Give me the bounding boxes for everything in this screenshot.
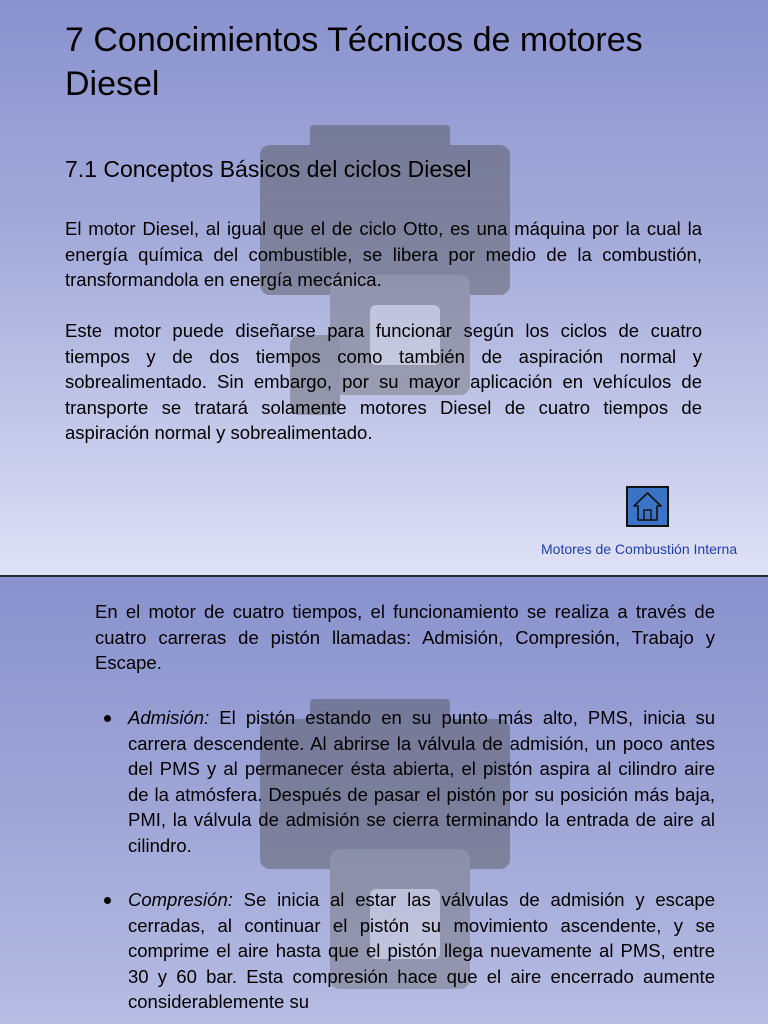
list-item-text: Se inicia al estar las válvulas de admisión y escape cerradas, al continuar el pistón su movimiento ascendente, y se comprime el aire hasta que el pistón llega nuevamente al PMS, entre 30 y 60 bar. Esta compresión hace que el aire encerrado aumente considerablemente su [128, 889, 715, 1012]
list-item-term: Admisión: [128, 707, 210, 728]
home-button[interactable] [626, 486, 669, 527]
stroke-list [95, 705, 715, 1024]
paragraph-2: Este motor puede diseñarse para funcionar según los ciclos de cuatro tiempos y de dos tiempos como también de aspiración normal y sobrealimentado. Sin embargo, por su mayor aplicación en vehículos de transporte se tratará solamente motores Diesel de cuatro tiempos de aspiración normal y sobrealimentado. [65, 320, 702, 443]
list-item-text: El pistón estando en su punto más alto, PMS, inicia su carrera descendente. Al abrirse la válvula de admisión, un poco antes del PMS y al permanecer ésta abierta, el pistón aspira al cilindro aire de la atmósfera. Después de pasar el pistón por su posición más baja, PMI, la válvula de admisión se cierra terminando la entrada de aire al cilindro. [128, 707, 715, 856]
slide-2 [0, 577, 768, 1024]
list-item-term: Compresión: [128, 889, 233, 910]
paragraph-1: El motor Diesel, al igual que el de ciclo Otto, es una máquina por la cual la energía química del combustible, se libera por medio de la combustión, transformandola en energía mecánica. [65, 218, 702, 290]
footer-text: Motores de Combustión Interna [541, 541, 738, 557]
list-item [95, 705, 715, 858]
home-icon [632, 491, 663, 522]
bullet-icon [104, 715, 111, 722]
slide-title: 7 Conocimientos Técnicos de motores Diesel [65, 21, 643, 103]
intro-paragraph: En el motor de cuatro tiempos, el funcionamiento se realiza a través de cuatro carreras de pistón llamadas: Admisión, Compresión, Trabajo y Escape. [95, 601, 715, 673]
list-item [95, 887, 715, 1015]
section-heading: 7.1 Conceptos Básicos del ciclos Diesel [65, 156, 472, 182]
bullet-icon [104, 897, 111, 904]
